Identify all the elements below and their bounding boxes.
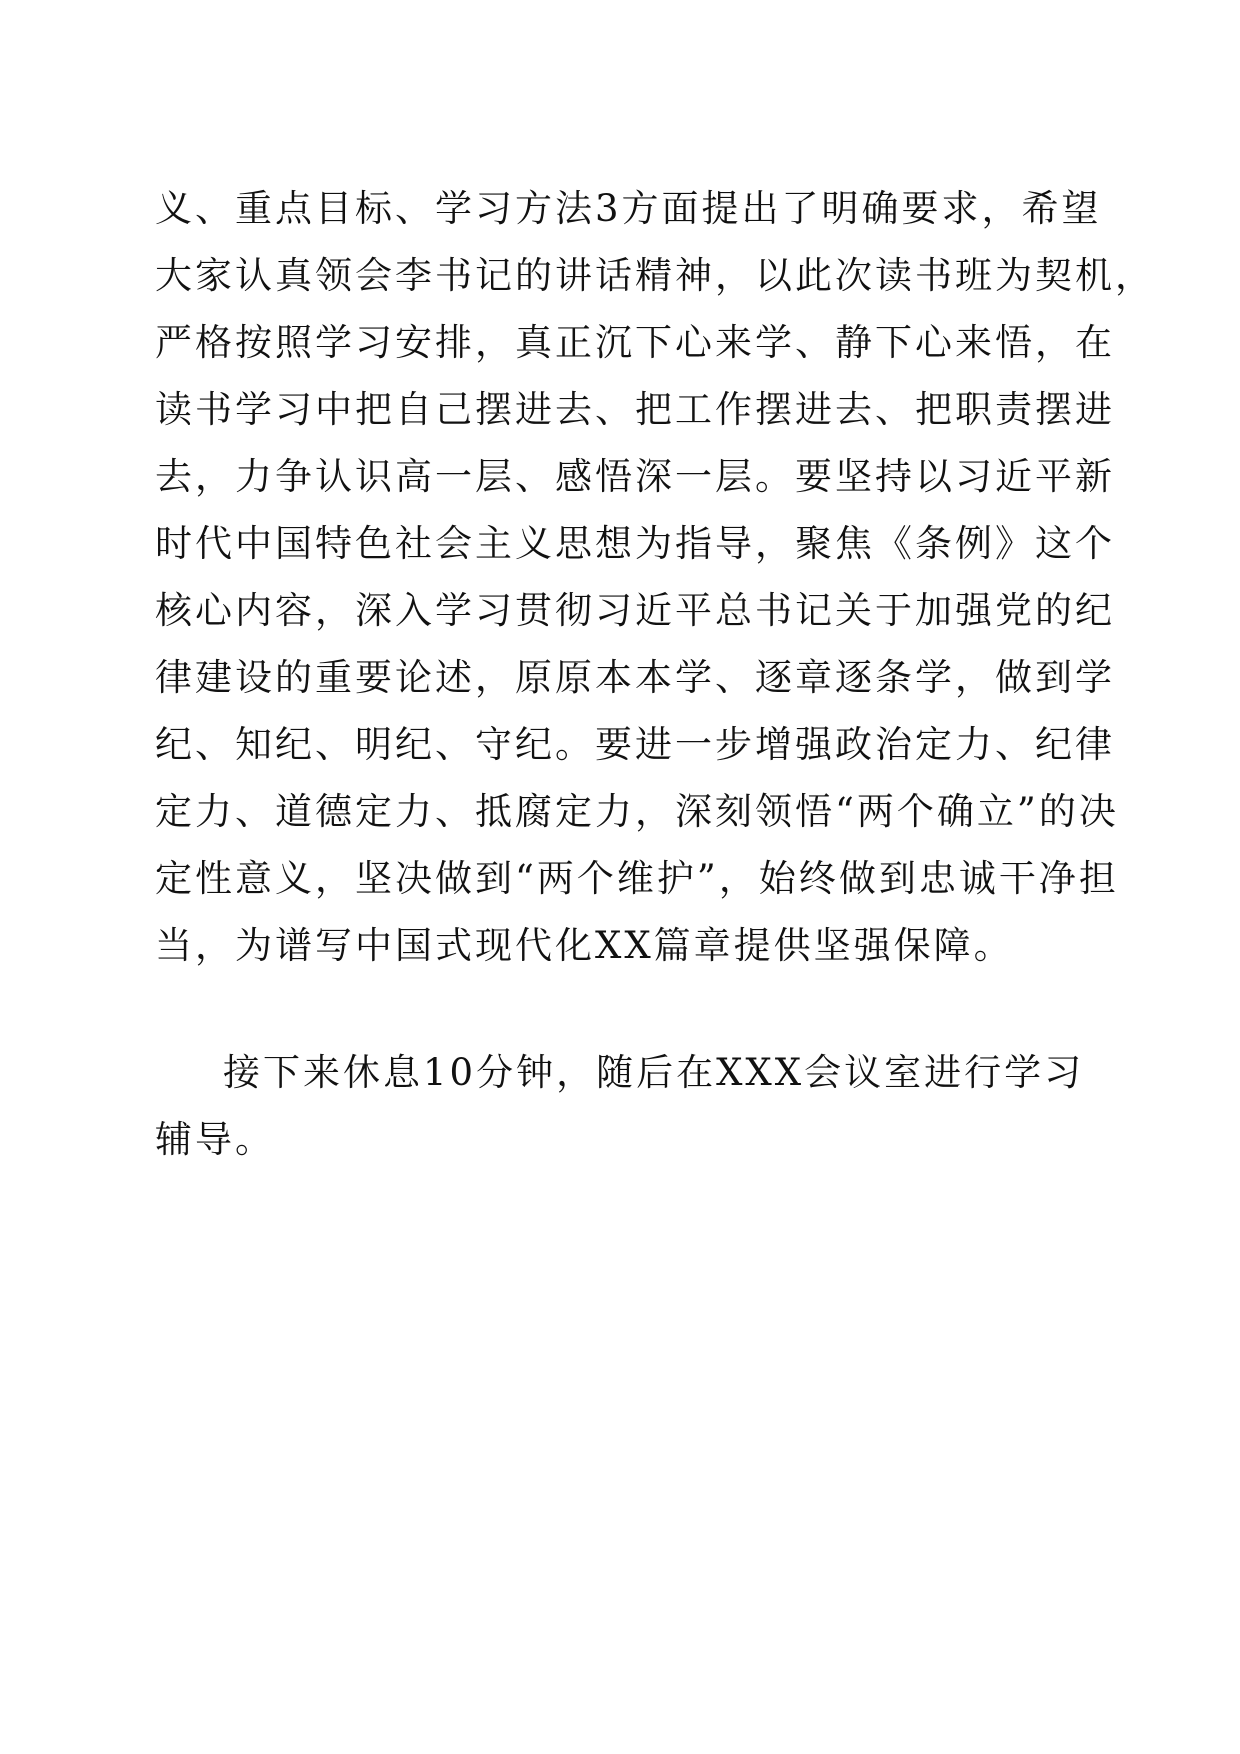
paragraph-2	[155, 1039, 1085, 1173]
paragraph-1	[155, 175, 1155, 979]
paragraph-line: 律建设的重要论述，原原本本学、逐章逐条学，做到学	[155, 656, 1115, 699]
paragraph-line: 严格按照学习安排，真正沉下心来学、静下心来悟，在	[155, 321, 1115, 364]
paragraph-line: 当，为谱写中国式现代化XX篇章提供坚强保障。	[155, 924, 1014, 967]
paragraph-line: 辅导。	[155, 1118, 275, 1161]
paragraph-line: 时代中国特色社会主义思想为指导，聚焦《条例》这个	[155, 522, 1115, 565]
paragraph-line: 接下来休息10分钟，随后在XXX会议室进行学习	[223, 1051, 1085, 1094]
paragraph-line: 大家认真领会李书记的讲话精神，以此次读书班为契机，	[155, 254, 1155, 297]
paragraph-line: 核心内容，深入学习贯彻习近平总书记关于加强党的纪	[155, 589, 1115, 632]
paragraph-line: 纪、知纪、明纪、守纪。要进一步增强政治定力、纪律	[155, 723, 1115, 766]
body-text	[155, 175, 1155, 1173]
paragraph-line: 义、重点目标、学习方法3方面提出了明确要求，希望	[155, 187, 1102, 230]
paragraph-line: 定性意义，坚决做到“两个维护”，始终做到忠诚干净担	[155, 857, 1119, 900]
paragraph-line: 定力、道德定力、抵腐定力，深刻领悟“两个确立”的决	[155, 790, 1119, 833]
paragraph-spacer	[155, 979, 1085, 1039]
paragraph-line: 去，力争认识高一层、感悟深一层。要坚持以习近平新	[155, 455, 1115, 498]
paragraph-line: 读书学习中把自己摆进去、把工作摆进去、把职责摆进	[155, 388, 1115, 431]
